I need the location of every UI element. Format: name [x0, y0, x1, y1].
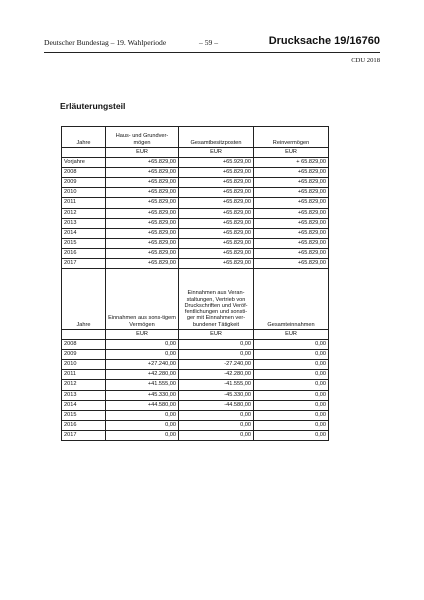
income-table-row-col-1-cell: +42.280,00 — [106, 370, 179, 380]
assets-table-row — [62, 168, 329, 178]
assets-table-row-col-2-cell: +65.829,00 — [179, 259, 254, 269]
income-table-row-year-cell: 2016 — [62, 420, 106, 430]
income-table-row — [62, 360, 329, 370]
assets-table-row-col-2-cell: +65.829,00 — [179, 228, 254, 238]
income-table-row — [62, 420, 329, 430]
income-unit-veranstaltungen: EUR — [179, 330, 254, 340]
income-table-row-col-2-cell: -44.580,00 — [179, 400, 254, 410]
assets-header-reinvermoegen: Reinvermögen — [254, 127, 329, 148]
assets-unit-gesamtbesitz: EUR — [179, 148, 254, 158]
income-table-row-col-1-cell: +45.330,00 — [106, 390, 179, 400]
assets-table-row — [62, 178, 329, 188]
assets-table-row-col-1-cell: +65.829,00 — [106, 188, 179, 198]
income-table-row — [62, 370, 329, 380]
income-table-row-col-3-cell: 0,00 — [254, 420, 329, 430]
assets-table-row-year-cell: 2010 — [62, 188, 106, 198]
header-rule — [44, 52, 380, 53]
income-table-row-col-3-cell: 0,00 — [254, 390, 329, 400]
assets-table-row-col-1-cell: +65.829,00 — [106, 168, 179, 178]
income-table-row-col-3-cell: 0,00 — [254, 410, 329, 420]
income-table-row — [62, 400, 329, 410]
header-drucksache-prefix: Drucksache 19/ — [268, 35, 350, 47]
party-year-note: CDU 2018 — [351, 57, 380, 64]
income-table-row-col-1-cell: +41.555,00 — [106, 380, 179, 390]
income-table-row-col-1-cell: 0,00 — [106, 420, 179, 430]
assets-table-body — [62, 158, 329, 269]
assets-table-row-col-3-cell: +65.829,00 — [254, 218, 329, 228]
assets-table-row-year-cell: 2017 — [62, 259, 106, 269]
income-table-row-col-2-cell: 0,00 — [179, 350, 254, 360]
income-table-row-col-2-cell: -41.555,00 — [179, 380, 254, 390]
income-table-row-col-2-cell: 0,00 — [179, 410, 254, 420]
income-table-row — [62, 340, 329, 350]
income-table-row-col-1-cell: 0,00 — [106, 430, 179, 440]
assets-table-row-year-cell: 2015 — [62, 238, 106, 248]
assets-table-row-col-3-cell: +65.829,00 — [254, 198, 329, 208]
assets-table-row-col-1-cell: +65.829,00 — [106, 178, 179, 188]
assets-header-jahre: Jahre — [62, 127, 106, 148]
assets-table-row-year-cell: Vorjahre — [62, 158, 106, 168]
assets-table-row — [62, 158, 329, 168]
income-table-row-col-2-cell: -45.330,00 — [179, 390, 254, 400]
income-table-row-col-3-cell: 0,00 — [254, 340, 329, 350]
income-table-row-col-2-cell: -42.280,00 — [179, 370, 254, 380]
income-table-row-year-cell: 2017 — [62, 430, 106, 440]
assets-table-row-year-cell: 2014 — [62, 228, 106, 238]
assets-table-row — [62, 238, 329, 248]
header-drucksache — [269, 35, 380, 47]
assets-table-row-col-1-cell: +65.829,00 — [106, 259, 179, 269]
assets-table-row-col-1-cell: +65.829,00 — [106, 218, 179, 228]
assets-table-row-col-1-cell: +65.829,00 — [106, 228, 179, 238]
assets-table-row-col-3-cell: +65.829,00 — [254, 208, 329, 218]
income-table-row-year-cell: 2011 — [62, 370, 106, 380]
assets-table-row-col-1-cell: +65.829,00 — [106, 198, 179, 208]
income-table-body — [62, 340, 329, 441]
income-table-row-col-2-cell: 0,00 — [179, 430, 254, 440]
income-table-row-col-3-cell: 0,00 — [254, 370, 329, 380]
header-drucksache-number: 16760 — [349, 35, 380, 47]
assets-table-row-col-2-cell: +65.829,00 — [179, 168, 254, 178]
income-table-row-col-1-cell: +27.240,00 — [106, 360, 179, 370]
income-table-row-year-cell: 2013 — [62, 390, 106, 400]
assets-unit-reinvermoegen: EUR — [254, 148, 329, 158]
assets-table-row-year-cell: 2016 — [62, 248, 106, 258]
assets-table — [61, 126, 329, 269]
header-parliament: Deutscher Bundestag – 19. Wahlperiode — [44, 38, 167, 47]
income-table — [61, 268, 329, 441]
income-table-row-col-1-cell: 0,00 — [106, 410, 179, 420]
assets-table-row-col-3-cell: +65.829,00 — [254, 188, 329, 198]
income-table-row-year-cell: 2009 — [62, 350, 106, 360]
assets-table-row-col-2-cell: +65.829,00 — [179, 188, 254, 198]
assets-unit-haus-grund: EUR — [106, 148, 179, 158]
income-table-row-col-1-cell: +44.580,00 — [106, 400, 179, 410]
assets-table-row-col-3-cell: +65.829,00 — [254, 178, 329, 188]
assets-header-haus-grund: Haus- und Grundver-mögen — [106, 127, 179, 148]
page-header — [44, 35, 380, 52]
income-table-row-year-cell: 2010 — [62, 360, 106, 370]
income-table-row-col-3-cell: 0,00 — [254, 350, 329, 360]
income-table-row-col-2-cell: 0,00 — [179, 420, 254, 430]
income-table-row — [62, 380, 329, 390]
income-table-row — [62, 430, 329, 440]
assets-table-row-col-3-cell: +65.829,00 — [254, 248, 329, 258]
assets-table-row — [62, 188, 329, 198]
income-table-row-year-cell: 2015 — [62, 410, 106, 420]
assets-table-row — [62, 208, 329, 218]
assets-table-row-col-1-cell: +65.829,00 — [106, 208, 179, 218]
income-table-row-col-3-cell: 0,00 — [254, 360, 329, 370]
income-header-jahre: Jahre — [62, 269, 106, 330]
income-table-row — [62, 410, 329, 420]
income-header-gesamteinnahmen: Gesamteinnahmen — [254, 269, 329, 330]
assets-table-row-col-3-cell: + 65.829,00 — [254, 158, 329, 168]
assets-header-gesamtbesitz: Gesamtbesitzposten — [179, 127, 254, 148]
assets-table-row-col-1-cell: +65.829,00 — [106, 238, 179, 248]
assets-table-row-year-cell: 2008 — [62, 168, 106, 178]
assets-table-row-col-2-cell: +65.829,00 — [179, 178, 254, 188]
assets-table-row-col-2-cell: +65.829,00 — [179, 238, 254, 248]
income-unit-gesamteinnahmen: EUR — [254, 330, 329, 340]
assets-table-row-col-2-cell: +65.829,00 — [179, 198, 254, 208]
income-table-row-col-2-cell: -27.240,00 — [179, 360, 254, 370]
assets-table-row-col-2-cell: +65.829,00 — [179, 208, 254, 218]
assets-table-row-col-2-cell: +65.929,00 — [179, 158, 254, 168]
assets-table-row — [62, 198, 329, 208]
assets-table-row-col-3-cell: +65.829,00 — [254, 238, 329, 248]
assets-table-row-col-1-cell: +65.829,00 — [106, 248, 179, 258]
income-table-row-col-3-cell: 0,00 — [254, 380, 329, 390]
assets-table-row-col-3-cell: +65.829,00 — [254, 259, 329, 269]
assets-table-row — [62, 248, 329, 258]
income-header-veranstaltungen: Einnahmen aus Veran-staltungen, Vertrieb von Druckschriften und Veröf-fentlichungen und sonsti-ger mit Einnahmen ver-bundener Tätigkeit — [179, 269, 254, 330]
assets-table-row-year-cell: 2013 — [62, 218, 106, 228]
income-table-row-col-2-cell: 0,00 — [179, 340, 254, 350]
income-unit-sonstiges-vermoegen: EUR — [106, 330, 179, 340]
assets-table-row-year-cell: 2011 — [62, 198, 106, 208]
income-table-row-year-cell: 2014 — [62, 400, 106, 410]
assets-table-row — [62, 218, 329, 228]
income-unit-jahre — [62, 330, 106, 340]
assets-table-row-year-cell: 2012 — [62, 208, 106, 218]
assets-table-row-col-2-cell: +65.829,00 — [179, 218, 254, 228]
assets-unit-jahre — [62, 148, 106, 158]
income-table-row-col-1-cell: 0,00 — [106, 350, 179, 360]
income-table-row-col-1-cell: 0,00 — [106, 340, 179, 350]
income-table-row-year-cell: 2008 — [62, 340, 106, 350]
assets-table-row-col-3-cell: +65.829,00 — [254, 168, 329, 178]
income-table-row — [62, 390, 329, 400]
income-table-row-year-cell: 2012 — [62, 380, 106, 390]
assets-table-row-year-cell: 2009 — [62, 178, 106, 188]
assets-table-row-col-3-cell: +65.829,00 — [254, 228, 329, 238]
assets-table-row-col-2-cell: +65.829,00 — [179, 248, 254, 258]
assets-table-row — [62, 228, 329, 238]
section-title: Erläuterungsteil — [60, 101, 126, 111]
header-page-number: – 59 – — [199, 38, 218, 47]
income-header-sonstiges-vermoegen: Einnahmen aus sons-tigem Vermögen — [106, 269, 179, 330]
assets-table-row-col-1-cell: +65.829,00 — [106, 158, 179, 168]
income-table-row-col-3-cell: 0,00 — [254, 430, 329, 440]
income-table-row — [62, 350, 329, 360]
income-table-row-col-3-cell: 0,00 — [254, 400, 329, 410]
